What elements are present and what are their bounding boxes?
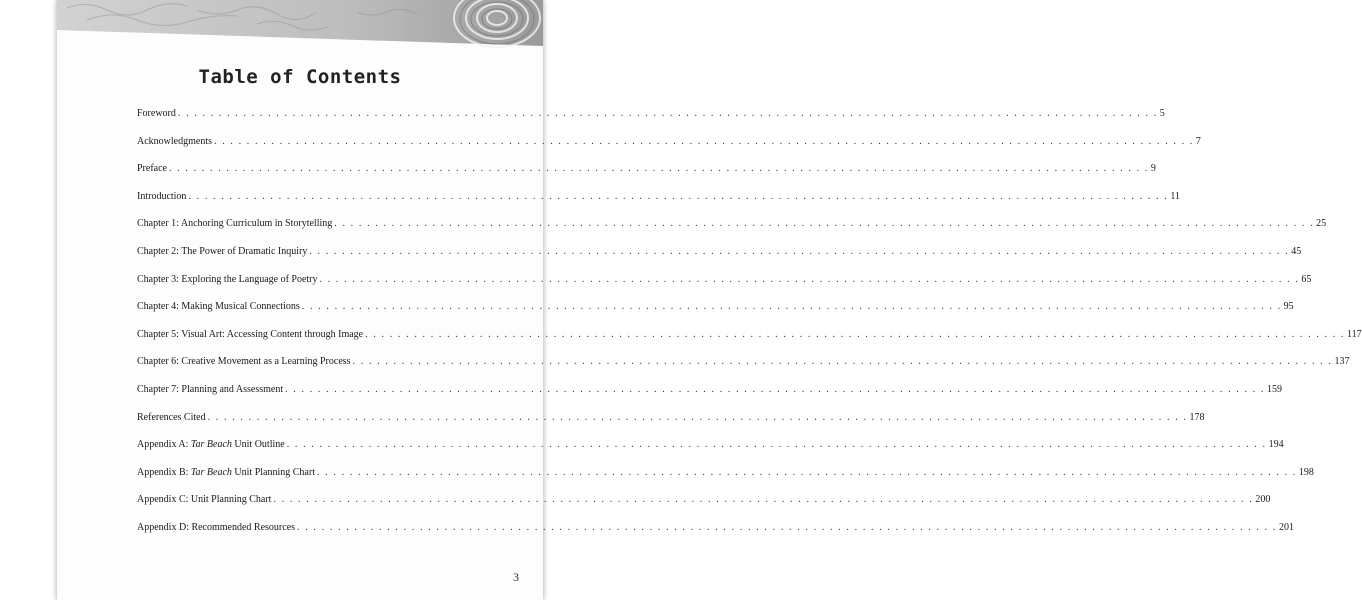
table-of-contents bbox=[137, 108, 1362, 550]
dot-leader: . . . . . . . . . . . . . . . . . . . . . . . . . . . . . . . . . . . . . . . . . . . . . . . . . . . . . . . . . . . . . . . . . . . . . . . . . . . . . . . . . . . . . . . . . . . . . . . . . . . . . . . . . . . . . . . . . . . . . . . . bbox=[177, 108, 1158, 119]
dot-leader: . . . . . . . . . . . . . . . . . . . . . . . . . . . . . . . . . . . . . . . . . . . . . . . . . . . . . . . . . . . . . . . . . . . . . . . . . . . . . . . . . . . . . . . . . . . . . . . . . . . . . . . . . . . . . . . . . . . . . . . . bbox=[188, 190, 1169, 202]
toc-entry-page: 95 bbox=[1283, 301, 1294, 313]
toc-entry bbox=[137, 411, 1205, 440]
toc-entry-page: 5 bbox=[1159, 108, 1165, 119]
book-page bbox=[57, 0, 1362, 600]
toc-entry-title bbox=[137, 274, 318, 285]
toc-entry bbox=[137, 494, 1271, 522]
toc-entry-page: 194 bbox=[1268, 439, 1284, 451]
toc-entry-title bbox=[137, 136, 212, 147]
toc-entry-title bbox=[137, 218, 332, 229]
toc-entry-title-text: Appendix B: bbox=[137, 466, 191, 478]
toc-entry-title bbox=[137, 412, 206, 423]
toc-entry-title-text: Chapter 5: Visual Art: Accessing Content through Image bbox=[137, 328, 364, 340]
toc-entry bbox=[137, 163, 1156, 191]
toc-entry-page: 7 bbox=[1195, 135, 1201, 147]
toc-entry-title bbox=[137, 494, 271, 505]
toc-entry bbox=[137, 466, 1314, 495]
toc-entry-title-text: Chapter 4: Making Musical Connections bbox=[137, 301, 300, 313]
dot-leader: . . . . . . . . . . . . . . . . . . . . . . . . . . . . . . . . . . . . . . . . . . . . . . . . . . . . . . . . . . . . . . . . . . . . . . . . . . . . . . . . . . . . . . . . . . . . . . . . . . . . . . . . . . . . . . . . . . . . . . . . bbox=[365, 328, 1346, 340]
toc-entry bbox=[137, 439, 1284, 467]
toc-entry-title-text: References Cited bbox=[137, 411, 206, 423]
page-number: 3 bbox=[513, 570, 519, 584]
toc-entry-title-text: Foreword bbox=[137, 108, 176, 119]
toc-entry-title bbox=[137, 522, 295, 533]
toc-entry-title-text: Chapter 6: Creative Movement as a Learning Process bbox=[137, 356, 351, 368]
dot-leader: . . . . . . . . . . . . . . . . . . . . . . . . . . . . . . . . . . . . . . . . . . . . . . . . . . . . . . . . . . . . . . . . . . . . . . . . . . . . . . . . . . . . . . . . . . . . . . . . . . . . . . . . . . . . . . . . . . . . . . . . bbox=[316, 466, 1297, 478]
toc-entry-title-text: Acknowledgments bbox=[137, 135, 212, 147]
toc-entry-title bbox=[137, 439, 285, 450]
toc-entry-title bbox=[137, 246, 307, 257]
toc-entry-title bbox=[137, 467, 315, 478]
dot-leader: . . . . . . . . . . . . . . . . . . . . . . . . . . . . . . . . . . . . . . . . . . . . . . . . . . . . . . . . . . . . . . . . . . . . . . . . . . . . . . . . . . . . . . . . . . . . . . . . . . . . . . . . . . . . . . . . . . . . . . . . bbox=[301, 301, 1282, 313]
toc-entry bbox=[137, 521, 1294, 550]
toc-entry-title-text: Appendix D: Recommended Resources bbox=[137, 521, 296, 533]
dot-leader: . . . . . . . . . . . . . . . . . . . . . . . . . . . . . . . . . . . . . . . . . . . . . . . . . . . . . . . . . . . . . . . . . . . . . . . . . . . . . . . . . . . . . . . . . . . . . . . . . . . . . . . . . . . . . . . . . . . . . . . . bbox=[319, 273, 1300, 285]
toc-entry-title-suffix: Unit Outline bbox=[231, 439, 285, 451]
dot-leader: . . . . . . . . . . . . . . . . . . . . . . . . . . . . . . . . . . . . . . . . . . . . . . . . . . . . . . . . . . . . . . . . . . . . . . . . . . . . . . . . . . . . . . . . . . . . . . . . . . . . . . . . . . . . . . . . . . . . . . . . bbox=[273, 494, 1254, 506]
toc-entry-title bbox=[137, 356, 351, 367]
toc-entry-title-text: Chapter 2: The Power of Dramatic Inquiry bbox=[137, 245, 308, 257]
toc-entry-title-text: Chapter 7: Planning and Assessment bbox=[137, 383, 284, 395]
toc-entry-page: 159 bbox=[1267, 383, 1283, 395]
toc-entry-title bbox=[137, 329, 363, 340]
toc-entry-title bbox=[137, 108, 176, 119]
toc-entry-title bbox=[137, 191, 186, 202]
dot-leader: . . . . . . . . . . . . . . . . . . . . . . . . . . . . . . . . . . . . . . . . . . . . . . . . . . . . . . . . . . . . . . . . . . . . . . . . . . . . . . . . . . . . . . . . . . . . . . . . . . . . . . . . . . . . . . . . . . . . . . . . bbox=[285, 383, 1266, 395]
toc-entry-page: 65 bbox=[1301, 273, 1312, 285]
decorative-header-banner bbox=[57, 0, 543, 64]
toc-entry bbox=[137, 301, 1294, 329]
toc-entry-title bbox=[137, 301, 300, 312]
toc-entry bbox=[137, 108, 1165, 136]
toc-entry-title-italic: Tar Beach bbox=[190, 466, 232, 478]
page-title: Table of Contents bbox=[198, 66, 402, 88]
toc-entry bbox=[137, 383, 1283, 412]
toc-entry-title-text: Appendix A: bbox=[137, 439, 191, 451]
toc-entry-page: 198 bbox=[1298, 466, 1314, 478]
toc-entry-page: 201 bbox=[1278, 521, 1294, 533]
dot-leader: . . . . . . . . . . . . . . . . . . . . . . . . . . . . . . . . . . . . . . . . . . . . . . . . . . . . . . . . . . . . . . . . . . . . . . . . . . . . . . . . . . . . . . . . . . . . . . . . . . . . . . . . . . . . . . . . . . . . . . . . bbox=[309, 245, 1290, 257]
toc-entry bbox=[137, 356, 1350, 384]
toc-entry-title-suffix: Unit Planning Chart bbox=[231, 466, 315, 478]
dot-leader: . . . . . . . . . . . . . . . . . . . . . . . . . . . . . . . . . . . . . . . . . . . . . . . . . . . . . . . . . . . . . . . . . . . . . . . . . . . . . . . . . . . . . . . . . . . . . . . . . . . . . . . . . . . . . . . . . . . . . . . . bbox=[334, 218, 1315, 230]
toc-entry-page: 178 bbox=[1189, 411, 1205, 423]
toc-entry-title-text: Chapter 1: Anchoring Curriculum in Storytelling bbox=[137, 218, 333, 230]
dot-leader: . . . . . . . . . . . . . . . . . . . . . . . . . . . . . . . . . . . . . . . . . . . . . . . . . . . . . . . . . . . . . . . . . . . . . . . . . . . . . . . . . . . . . . . . . . . . . . . . . . . . . . . . . . . . . . . . . . . . . . . . bbox=[168, 163, 1149, 175]
toc-entry-page: 45 bbox=[1291, 245, 1302, 257]
dot-leader: . . . . . . . . . . . . . . . . . . . . . . . . . . . . . . . . . . . . . . . . . . . . . . . . . . . . . . . . . . . . . . . . . . . . . . . . . . . . . . . . . . . . . . . . . . . . . . . . . . . . . . . . . . . . . . . . . . . . . . . . bbox=[207, 411, 1188, 423]
dot-leader: . . . . . . . . . . . . . . . . . . . . . . . . . . . . . . . . . . . . . . . . . . . . . . . . . . . . . . . . . . . . . . . . . . . . . . . . . . . . . . . . . . . . . . . . . . . . . . . . . . . . . . . . . . . . . . . . . . . . . . . . bbox=[297, 521, 1277, 533]
toc-entry bbox=[137, 273, 1312, 302]
toc-entry bbox=[137, 190, 1180, 219]
toc-entry-title-text: Chapter 3: Exploring the Language of Poetry bbox=[137, 273, 318, 285]
toc-entry-page: 11 bbox=[1170, 190, 1180, 202]
toc-entry-title-text: Appendix C: Unit Planning Chart bbox=[137, 494, 272, 506]
toc-entry bbox=[137, 135, 1201, 164]
toc-entry-page: 200 bbox=[1255, 494, 1271, 506]
toc-entry-page: 137 bbox=[1334, 356, 1350, 368]
toc-entry bbox=[137, 218, 1327, 246]
toc-entry bbox=[137, 328, 1362, 357]
toc-entry-title-text: Introduction bbox=[137, 190, 187, 202]
dot-leader: . . . . . . . . . . . . . . . . . . . . . . . . . . . . . . . . . . . . . . . . . . . . . . . . . . . . . . . . . . . . . . . . . . . . . . . . . . . . . . . . . . . . . . . . . . . . . . . . . . . . . . . . . . . . . . . . . . . . . . . . bbox=[286, 439, 1267, 451]
dot-leader: . . . . . . . . . . . . . . . . . . . . . . . . . . . . . . . . . . . . . . . . . . . . . . . . . . . . . . . . . . . . . . . . . . . . . . . . . . . . . . . . . . . . . . . . . . . . . . . . . . . . . . . . . . . . . . . . . . . . . . . . bbox=[352, 356, 1333, 368]
toc-entry-page: 25 bbox=[1316, 218, 1327, 230]
toc-entry-page: 9 bbox=[1150, 163, 1156, 175]
toc-entry-title-text: Preface bbox=[137, 163, 167, 175]
dot-leader: . . . . . . . . . . . . . . . . . . . . . . . . . . . . . . . . . . . . . . . . . . . . . . . . . . . . . . . . . . . . . . . . . . . . . . . . . . . . . . . . . . . . . . . . . . . . . . . . . . . . . . . . . . . . . . . . . . . . . . . . bbox=[214, 135, 1194, 147]
toc-entry bbox=[137, 245, 1302, 274]
toc-entry-title bbox=[137, 163, 167, 174]
toc-entry-title bbox=[137, 384, 283, 395]
toc-entry-page: 117 bbox=[1347, 328, 1362, 340]
toc-entry-title-italic: Tar Beach bbox=[190, 439, 232, 451]
